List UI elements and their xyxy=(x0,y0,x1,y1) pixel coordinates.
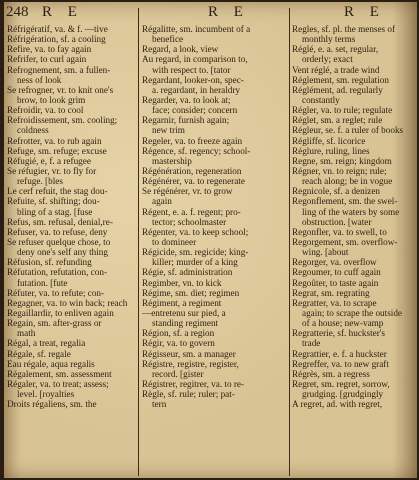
entry-line: Régence, sf. regency; school- xyxy=(142,145,251,156)
entry-line: Régalement, sm. assessment xyxy=(7,368,112,379)
entry-line: Régler, va. to rule; regulate xyxy=(292,105,393,116)
entry-line: —entretenu sur pied, a xyxy=(142,307,226,318)
entry-line: Région, sf. a region xyxy=(142,328,215,339)
entry-line: Réglet, sm. a reglet; rule xyxy=(292,115,383,126)
entry-line: tern xyxy=(152,399,167,410)
entry-line: Regreffer, va. to new graft xyxy=(292,358,389,369)
entry-line: Vent réglé, a trade wind xyxy=(292,64,380,75)
entry-line: face; consider; concern xyxy=(152,105,238,116)
entry-line: Regles, sf. pl. the menses of xyxy=(292,24,396,34)
entry-line: Le cerf refuit, the stag dou- xyxy=(7,186,108,197)
entry-line: Refrotter, va. to rub again xyxy=(7,135,102,146)
entry-line: A regret, ad. with regret, xyxy=(292,399,383,410)
entry-line: Regoûter, to taste again xyxy=(292,277,379,288)
entry-column-left xyxy=(7,24,133,478)
entry-line: Régénération, regeneration xyxy=(142,165,242,176)
entry-line: to domineer xyxy=(152,236,197,247)
entry-line: Regardant, looker-on, spec- xyxy=(142,74,244,85)
entry-line: Regain, sm. after-grass or xyxy=(7,318,102,329)
entry-line: ness of look xyxy=(17,74,62,85)
column-divider-right xyxy=(289,8,290,476)
entry-line: Régisseur, sm. a manager xyxy=(142,348,236,359)
entry-line: Regard, a look, view xyxy=(142,44,219,55)
entry-line: trade xyxy=(302,338,321,349)
entry-line: Regne, sm. reign; kingdom xyxy=(292,155,392,166)
entry-line: Regarnir, furnish again; xyxy=(142,115,230,126)
entry-line: Réglure, ruling, lines xyxy=(292,145,370,156)
page-header xyxy=(4,4,417,26)
entry-line: Refroidir, va. to cool xyxy=(7,105,84,116)
entry-line: Réglement, sm. regulation xyxy=(292,74,389,85)
entry-line: Réglément, ad. regularly xyxy=(292,84,383,95)
entry-line: tector; schoolmaster xyxy=(152,216,227,227)
entry-line: Au regard, in comparison to, xyxy=(142,54,248,65)
column-divider-left xyxy=(138,8,139,476)
entry-line: wing. [about xyxy=(302,247,349,258)
entry-line: Regonfler, va. to swell, to xyxy=(292,226,387,237)
entry-line: Refuite, sf. shifting; dou- xyxy=(7,196,100,207)
entry-line: grudging. [grudgingly xyxy=(302,389,384,400)
entry-line: new trim xyxy=(152,125,185,136)
entry-line: Refus, sm. refusal, denial,re- xyxy=(7,216,113,227)
entry-line: Réfusion, sf. refunding xyxy=(7,257,92,268)
entry-line: Regarder, va. to look at; xyxy=(142,94,231,105)
entry-line: Refrognement, sm. a fullen- xyxy=(7,64,111,75)
entry-line: Regagner, va. to win back; reach xyxy=(7,297,128,308)
entry-line: coldness xyxy=(17,125,49,136)
entry-line: deny one's self any thing xyxy=(17,247,108,258)
entry-line: Régalitte, sm. incumbent of a xyxy=(142,24,251,34)
entry-line: Régenter, va. to keep school; xyxy=(142,226,249,237)
entry-line: Régénérer, va. to regenerate xyxy=(142,176,245,187)
entry-line: orderly; exact xyxy=(302,54,353,65)
entry-line: again; to scrape the outside xyxy=(302,307,403,318)
entry-line: Régliffe, sf. licorice xyxy=(292,135,366,146)
entry-line: Regonflement, sm. the swel- xyxy=(292,196,398,207)
entry-line: Regrat, sm. regrating xyxy=(292,287,370,298)
entry-line: with respect to. [tator xyxy=(152,64,231,75)
entry-line: Refrifer, to curl again xyxy=(7,54,87,65)
entry-line: a. regardant, in heraldry xyxy=(152,84,241,95)
running-head-center: R E xyxy=(208,4,249,20)
entry-line: Réfugié, e, f. a refugee xyxy=(7,155,91,166)
entry-line: Regorgement, sm. overflow- xyxy=(292,236,398,247)
entry-line: Réfrigératif, va. & f. —tive xyxy=(7,24,108,34)
entry-line: Se refuser quelque chose, to xyxy=(7,236,111,247)
entry-line: reach along; be in vogue xyxy=(302,176,393,187)
entry-line: Regimber, vn. to kick xyxy=(142,277,222,288)
entry-line: Se refrogner, vr. to knit one's xyxy=(7,84,114,95)
entry-line: Régal, a treat, regalia xyxy=(7,338,86,349)
entry-line: Régrès, sm. a regress xyxy=(292,368,370,379)
entry-line: bling of a stag. [fuse xyxy=(17,206,93,217)
entry-line: Réfrigération, sf. a cooling xyxy=(7,34,106,45)
entry-line: Regratterie, sf. huckster's xyxy=(292,328,385,339)
entry-line: of a house; new-vamp xyxy=(302,318,384,329)
entry-line: Règle, sf. rule; ruler; pat- xyxy=(142,389,235,400)
entry-line: again xyxy=(152,196,172,207)
entry-column-middle xyxy=(142,24,288,478)
entry-line: Regaillardir, to enliven again xyxy=(7,307,114,318)
entry-line: benefice xyxy=(152,34,184,45)
entry-line: Réglé, e. a. set, regular, xyxy=(292,44,379,55)
entry-line: Régale, sf. regale xyxy=(7,348,71,359)
entry-line: Régaler, va. to treat; assess; xyxy=(7,378,109,389)
entry-column-right xyxy=(292,24,416,478)
running-head-right: R E xyxy=(344,4,385,20)
entry-line: Régleur, se. f. a ruler of books xyxy=(292,125,404,136)
entry-line: refuge. [bles xyxy=(17,176,63,187)
entry-line: Regratter, va. to scrape xyxy=(292,297,377,308)
entry-line: level. [royalties xyxy=(17,389,75,400)
entry-line: Regret, sm. regret, sorrow, xyxy=(292,378,390,389)
entry-line: Refire, va. to fay again xyxy=(7,44,92,55)
entry-line: Se réfugier, vr. to fly for xyxy=(7,165,97,176)
entry-line: Se régénérer, vr. to grow xyxy=(142,186,233,197)
entry-line: Réfutation, refutation, con- xyxy=(7,267,108,278)
entry-line: futation. [fute xyxy=(17,277,68,288)
entry-line: math xyxy=(17,328,36,339)
dictionary-page xyxy=(4,2,417,478)
entry-line: Régiment, a regiment xyxy=(142,297,222,308)
entry-line: record. [gister xyxy=(152,368,204,379)
entry-line: Droits régaliens, sm. the xyxy=(7,399,97,410)
entry-line: Régir, va. to govern xyxy=(142,338,215,349)
entry-line: Régner, vn. to reign; rule; xyxy=(292,165,387,176)
entry-line: ling of the waters by some xyxy=(302,206,400,217)
entry-line: monthly terms xyxy=(302,34,356,45)
entry-line: Regrattier, e. f. a huckster xyxy=(292,348,387,359)
entry-line: Régent, e. a. f. regent; pro- xyxy=(142,206,241,217)
entry-line: Refuser, va. to refuse, deny xyxy=(7,226,108,237)
entry-line: killer; murder of a king xyxy=(152,257,238,268)
entry-line: Régistre, registre, register, xyxy=(142,358,239,369)
entry-line: Regoumer, to cuff again xyxy=(292,267,381,278)
entry-line: Régime, sm. diet; regimen xyxy=(142,287,240,298)
entry-line: standing regiment xyxy=(152,318,219,329)
running-head-left: R E xyxy=(42,4,83,20)
page-number: 248 xyxy=(6,4,29,20)
entry-line: Régistrer, regitrer, va. to re- xyxy=(142,378,245,389)
entry-line: Régie, sf. administration xyxy=(142,267,233,278)
entry-line: obstruction. [water xyxy=(302,216,372,227)
entry-line: Refroidissement, sm. cooling; xyxy=(7,115,118,126)
entry-line: Eau régale, aqua regalis xyxy=(7,358,95,369)
entry-line: brow, to look grim xyxy=(17,94,86,105)
entry-line: constantly xyxy=(302,94,340,105)
entry-line: Regnicole, sf. a denizen xyxy=(292,186,381,197)
entry-line: Regorger, va. overflow xyxy=(292,257,377,268)
entry-line: Refuge, sm. refuge; excuse xyxy=(7,145,107,156)
entry-line: Réfuter, va. to refute; con- xyxy=(7,287,105,298)
entry-line: Régicide, sm. regicide; king- xyxy=(142,247,249,258)
entry-line: mastership xyxy=(152,155,192,166)
entry-line: Regeler, va. to freeze again xyxy=(142,135,243,146)
